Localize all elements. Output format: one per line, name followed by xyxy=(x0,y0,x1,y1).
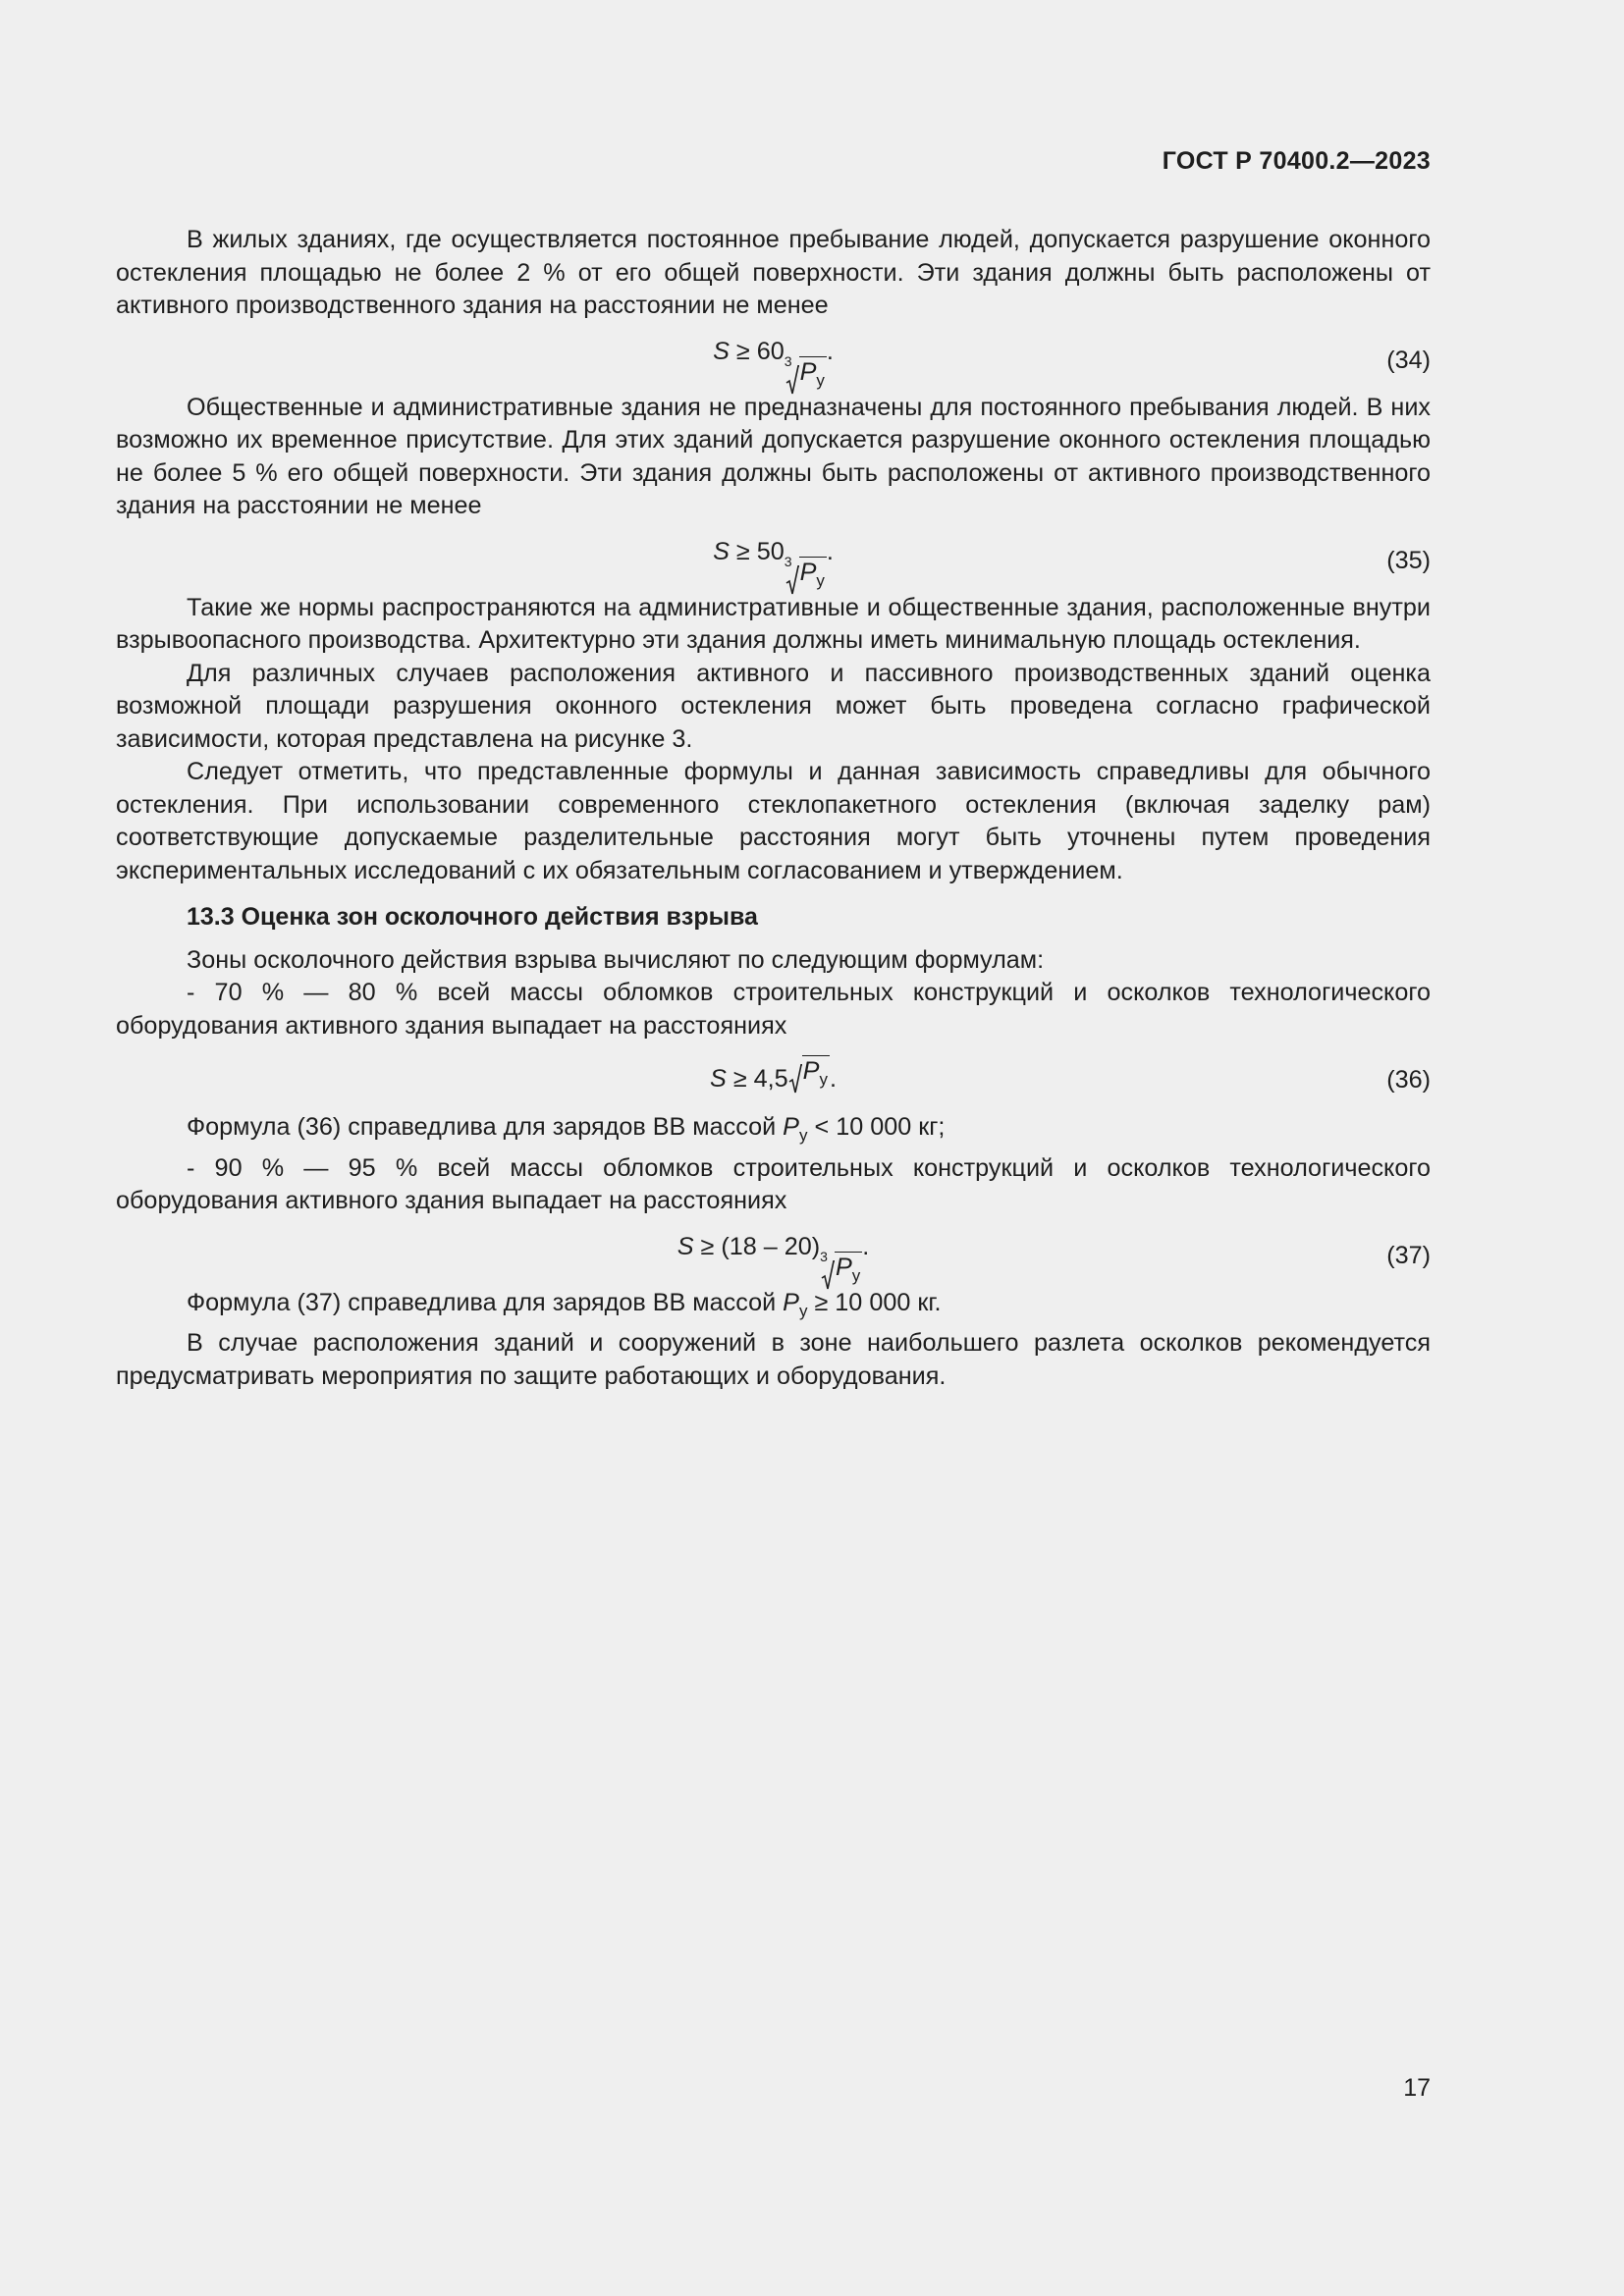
formula-35 xyxy=(116,527,1431,590)
formula-expression xyxy=(116,336,1431,395)
paragraph-text: Формула (36) справедлива для зарядов ВВ массой xyxy=(187,1113,784,1141)
formula-subscript: у xyxy=(819,1070,828,1090)
formula-expression xyxy=(116,1055,1431,1096)
formula-dot: . xyxy=(862,1232,870,1260)
paragraph: В случае расположения зданий и сооружений в зоне наибольшего разлета осколков рекомендуется предусматривать мероприятия по защите работающих и оборудования. xyxy=(116,1329,1431,1390)
formula-subscript: у xyxy=(851,1265,861,1285)
paragraph: Следует отметить, что представленные формулы и данная зависимость справедливы для обычного остекления. При использовании современного стеклопакетного остекления (включая заделку рам) соответствующие допускаемые разделительные расстояния могут быть уточнены путем проведения экспериментальных исследований с их обязательным согласованием и утверждением. xyxy=(116,758,1431,884)
formula-36 xyxy=(116,1046,1431,1103)
paragraph: Общественные и административные здания не предназначены для постоянного пребывания людей. В них возможно их временное присутствие. Для этих зданий допускается разрушение оконного остекления площадью не более 5 % его общей поверхности. Эти здания должны быть расположены от активного производственного здания на расстоянии не менее xyxy=(116,393,1431,519)
formula-coefficient: 4,5 xyxy=(753,1065,788,1094)
radicand xyxy=(799,557,827,595)
paragraph: В жилых зданиях, где осуществляется постоянное пребывание людей, допускается разрушение оконного остекления площадью не более 2 % от его общей поверхности. Эти здания должны быть расположены от активного производственного здания на расстоянии не менее xyxy=(116,226,1431,319)
formula-var-s: S xyxy=(713,537,730,565)
paragraph: Такие же нормы распространяются на административные и общественные здания, расположенные внутри взрывоопасного производства. Архитектурно эти здания должны иметь минимальную площадь остекления. xyxy=(116,593,1431,654)
formula-number: (37) xyxy=(1386,1241,1431,1269)
paragraph-text: Формула (37) справедлива для зарядов ВВ массой xyxy=(187,1288,784,1316)
square-root xyxy=(788,1055,830,1094)
paragraph xyxy=(116,1287,1431,1328)
formula-dot: . xyxy=(826,537,834,565)
formula-34 xyxy=(116,327,1431,390)
radical-icon xyxy=(821,1260,835,1290)
list-item: - 90 % — 95 % всей массы обломков строительных конструкций и осколков технологического оборудования активного здания выпадает на расстояниях xyxy=(116,1153,1431,1215)
root-index: 3 xyxy=(784,553,792,569)
formula-var-s: S xyxy=(713,337,730,365)
formula-coefficient: (18 – 20) xyxy=(721,1232,821,1260)
formula-expression xyxy=(116,536,1431,595)
radical-icon xyxy=(785,565,799,595)
paragraph: Зоны осколочного действия взрыва вычисляют по следующим формулам: xyxy=(187,945,1045,974)
formula-relation: ≥ xyxy=(729,337,757,365)
section-heading: 13.3 Оценка зон осколочного действия взрыва xyxy=(187,903,758,931)
formula-var-p: P xyxy=(799,357,817,386)
formula-var-p: P xyxy=(835,1253,852,1281)
formula-number: (34) xyxy=(1386,346,1431,374)
formula-var-s: S xyxy=(677,1232,694,1260)
formula-var-p: P xyxy=(783,1288,799,1316)
radical-icon xyxy=(788,1064,802,1094)
formula-var-p: P xyxy=(799,558,817,586)
cube-root xyxy=(784,553,827,595)
paragraph-text: ≥ 10 000 кг. xyxy=(807,1288,942,1316)
formula-var-p: P xyxy=(783,1113,799,1141)
radical-icon xyxy=(785,365,799,395)
cube-root xyxy=(784,352,827,395)
formula-subscript: у xyxy=(798,1126,808,1146)
formula-dot: . xyxy=(829,1065,837,1094)
formula-relation: ≥ xyxy=(726,1065,754,1094)
list-item: - 70 % — 80 % всей массы обломков строительных конструкций и осколков технологического оборудования активного здания выпадает на расстояниях xyxy=(116,979,1431,1040)
formula-number: (35) xyxy=(1386,546,1431,574)
page-number: 17 xyxy=(1403,2074,1431,2102)
document-header: ГОСТ Р 70400.2—2023 xyxy=(1162,147,1431,175)
formula-subscript: у xyxy=(816,570,825,590)
formula-coefficient: 60 xyxy=(756,337,785,365)
formula-relation: ≥ xyxy=(693,1232,722,1260)
root-index: 3 xyxy=(784,352,792,369)
formula-relation: ≥ xyxy=(729,537,757,565)
formula-subscript: у xyxy=(816,370,825,390)
formula-var-s: S xyxy=(710,1065,727,1094)
document-body xyxy=(116,224,1431,1393)
radicand xyxy=(799,356,827,395)
radicand xyxy=(802,1055,830,1094)
formula-dot: . xyxy=(826,337,834,365)
paragraph xyxy=(116,1111,1431,1152)
formula-var-p: P xyxy=(802,1057,820,1085)
formula-37 xyxy=(116,1222,1431,1285)
formula-number: (36) xyxy=(1386,1066,1431,1094)
formula-subscript: у xyxy=(798,1301,808,1320)
root-index: 3 xyxy=(820,1248,828,1264)
formula-coefficient: 50 xyxy=(756,537,785,565)
paragraph-text: < 10 000 кг; xyxy=(807,1113,946,1141)
radicand xyxy=(835,1252,862,1290)
cube-root xyxy=(820,1248,862,1290)
paragraph: Для различных случаев расположения активного и пассивного производственных зданий оценка возможной площади разрушения оконного остекления может быть проведена согласно графической зависимости, которая представлена на рисунке 3. xyxy=(116,659,1431,753)
formula-expression xyxy=(116,1231,1431,1290)
